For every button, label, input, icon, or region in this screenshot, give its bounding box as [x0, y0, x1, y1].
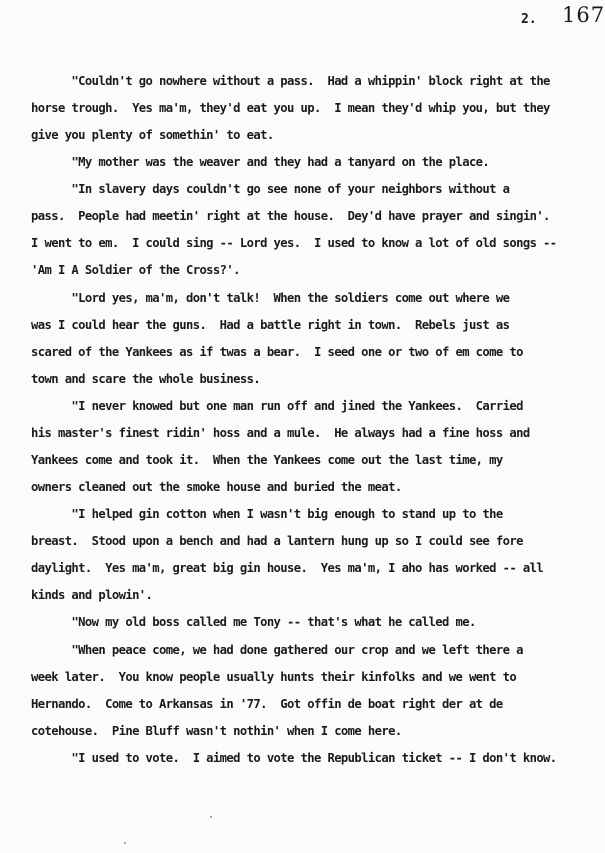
text-line: town and scare the whole business.: [31, 372, 261, 386]
text-line: "Couldn't go nowhere without a pass. Had a whippin' block right at the: [31, 74, 550, 88]
text-line: "I used to vote. I aimed to vote the Republican ticket -- I don't know.: [31, 751, 557, 765]
text-line: his master's finest ridin' hoss and a mule. He always had a fine hoss and: [31, 426, 530, 440]
text-line: horse trough. Yes ma'm, they'd eat you up. I mean they'd whip you, but they: [31, 101, 550, 115]
text-line: "I helped gin cotton when I wasn't big enough to stand up to the: [31, 507, 503, 521]
text-line: was I could hear the guns. Had a battle right in town. Rebels just as: [31, 318, 510, 332]
text-line: Yankees come and took it. When the Yankees come out the last time, my: [31, 453, 503, 467]
text-line: Hernando. Come to Arkansas in '77. Got offin de boat right der at de: [31, 697, 503, 711]
text-line: kinds and plowin'.: [31, 588, 153, 602]
text-line: "My mother was the weaver and they had a tanyard on the place.: [31, 155, 490, 169]
text-line: 'Am I A Soldier of the Cross?'.: [31, 263, 240, 277]
text-line: "Lord yes, ma'm, don't talk! When the soldiers come out where we: [31, 291, 510, 305]
text-line: "Now my old boss called me Tony -- that's what he called me.: [31, 615, 476, 629]
text-line: cotehouse. Pine Bluff wasn't nothin' when I come here.: [31, 724, 402, 738]
paper-speck: [210, 816, 212, 818]
text-line: "When peace come, we had done gathered our crop and we left there a: [31, 643, 523, 657]
page-mark: 2.: [521, 12, 537, 27]
page-number: 167: [562, 3, 605, 27]
text-line: "In slavery days couldn't go see none of your neighbors without a: [31, 182, 510, 196]
text-line: I went to em. I could sing -- Lord yes. I used to know a lot of old songs --: [31, 236, 557, 250]
text-line: owners cleaned out the smoke house and buried the meat.: [31, 480, 402, 494]
text-line: week later. You know people usually hunts their kinfolks and we went to: [31, 670, 517, 684]
text-line: give you plenty of somethin' to eat.: [31, 128, 274, 142]
text-line: "I never knowed but one man run off and jined the Yankees. Carried: [31, 399, 523, 413]
text-line: breast. Stood upon a bench and had a lantern hung up so I could see fore: [31, 534, 523, 548]
text-line: daylight. Yes ma'm, great big gin house. Yes ma'm, I aho has worked -- all: [31, 561, 544, 575]
paper-speck: [124, 842, 126, 844]
text-line: scared of the Yankees as if twas a bear. I seed one or two of em come to: [31, 345, 523, 359]
text-line: pass. People had meetin' right at the house. Dey'd have prayer and singin'.: [31, 209, 550, 223]
